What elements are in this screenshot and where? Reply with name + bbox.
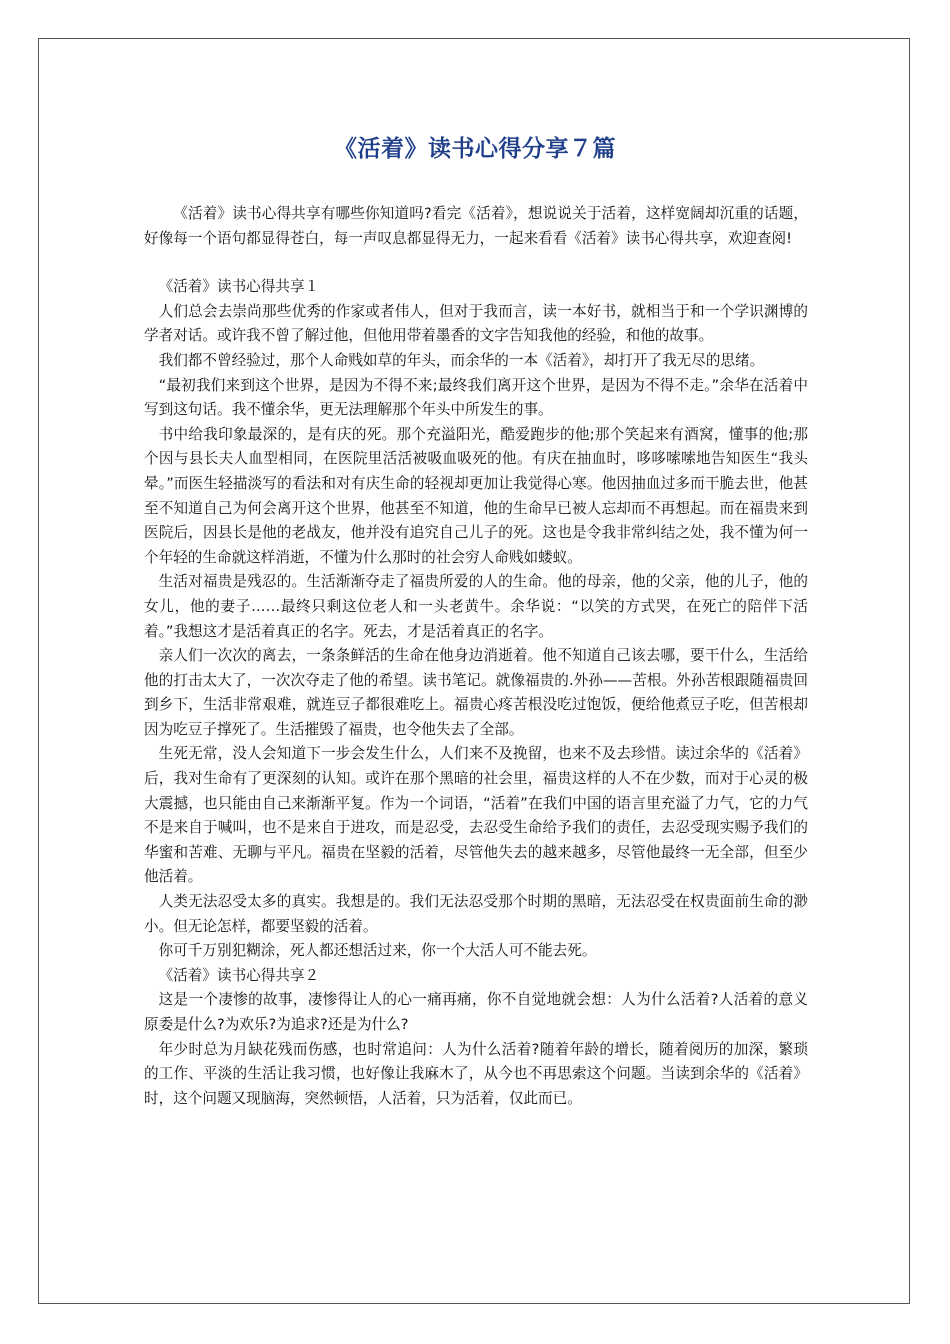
body-paragraph: 这是一个凄惨的故事，凄惨得让人的心一痛再痛，你不自觉地就会想：人为什么活着?人活着的意义原委是什么?为欢乐?为追求?还是为什么?	[144, 991, 808, 1033]
section-spacer	[144, 251, 808, 275]
body-paragraph: “最初我们来到这个世界，是因为不得不来;最终我们离开这个世界，是因为不得不走。”余华在活着中写到这句话。我不懂余华，更无法理解那个年头中所发生的事。	[144, 376, 808, 419]
section-heading: 《活着》读书心得共享２	[158, 966, 320, 984]
body-paragraph: 生死无常，没人会知道下一步会发生什么，人们来不及挽留，也来不及去珍惜。读过余华的《活着》后，我对生命有了更深刻的认知。或许在那个黑暗的社会里，福贵这样的人不在少数，而对于心灵的极大震撼，也只能由自己来渐渐平复。作为一个词语，“活着”在我们中国的语言里充溢了力气，它的力气不是来自于喊叫，也不是来自于进攻，而是忍受，去忍受生命给予我们的责任，去忍受现实赐予我们的华蜜和苦难、无聊与平凡。福贵在坚毅的活着，尽管他失去的越来越多，尽管他最终一无全部，但至少他活着。	[144, 745, 808, 886]
body-paragraph: 亲人们一次次的离去，一条条鲜活的生命在他身边消逝着。他不知道自己该去哪，要干什么，生活给他的打击太大了，一次次夺走了他的希望。读书笔记。就像福贵的.外孙——苦根。外孙苦根跟随福贵回到乡下，生活非常艰难，就连豆子都很难吃上。福贵心疼苦根没吃过饱饭，便给他煮豆子吃，但苦根却因为吃豆子撑死了。生活摧毁了福贵，也令他失去了全部。	[144, 647, 808, 738]
section-heading: 《活着》读书心得共享１	[158, 278, 320, 296]
body-paragraph: 书中给我印象最深的，是有庆的死。那个充溢阳光，酷爱跑步的他;那个笑起来有酒窝，懂事的他;那个因与县长夫人血型相同，在医院里活活被吸血吸死的他。有庆在抽血时，哆哆嗦嗦地告知医生“我头晕。”而医生轻描淡写的看法和对有庆生命的轻视却更加让我觉得心寒。他因抽血过多而干脆去世，他甚至不知道自己为何会离开这个世界，他甚至不知道，他的生命早已被人忘却而不再想起。而在福贵来到医院后，因县长是他的老战友，他并没有追究自己儿子的死。这也是令我非常纠结之处，我不懂为何一个年轻的生命就这样消逝，不懂为什么那时的社会穷人命贱如蝼蚁。	[144, 425, 808, 566]
body-paragraph: 我们都不曾经验过，那个人命贱如草的年头，而余华的一本《活着》，却打开了我无尽的思绪。	[158, 351, 765, 369]
body-paragraph: 年少时总为月缺花残而伤感，也时常追问：人为什么活着?随着年龄的增长，随着阅历的加深，繁琐的工作、平淡的生活让我习惯，也好像让我麻木了，从今也不再思索这个问题。当读到余华的《活着》时，这个问题又现脑海，突然顿悟，人活着，只为活着，仅此而已。	[144, 1040, 808, 1107]
body-paragraph: 人类无法忍受太多的真实。我想是的。我们无法忍受那个时期的黑暗，无法忍受在权贵面前生命的渺小。但无论怎样，都要坚毅的活着。	[144, 893, 808, 935]
body-paragraph: 你可千万别犯糊涂，死人都还想活过来，你一个大活人可不能去死。	[158, 942, 597, 960]
document-title: 《活着》读书心得分享７篇	[334, 136, 616, 162]
document-body	[144, 202, 808, 1111]
intro-paragraph: 《活着》读书心得共享有哪些你知道吗?看完《活着》，想说说关于活着，这样宽阔却沉重的话题，好像每一个语句都显得苍白，每一声叹息都显得无力，一起来看看《活着》读书心得共享，欢迎查阅!	[144, 205, 808, 247]
body-paragraph: 生活对福贵是残忍的。生活渐渐夺走了福贵所爱的人的生命。他的母亲，他的父亲，他的儿子，他的女儿，他的妻子……最终只剩这位老人和一头老黄牛。余华说：“以笑的方式哭，在死亡的陪伴下活着。”我想这才是活着真正的名字。死去，才是活着真正的名字。	[144, 573, 808, 640]
body-paragraph: 人们总会去崇尚那些优秀的作家或者伟人，但对于我而言，读一本好书，就相当于和一个学识渊博的学者对话。或许我不曾了解过他，但他用带着墨香的文字告知我他的经验，和他的故事。	[144, 302, 808, 345]
